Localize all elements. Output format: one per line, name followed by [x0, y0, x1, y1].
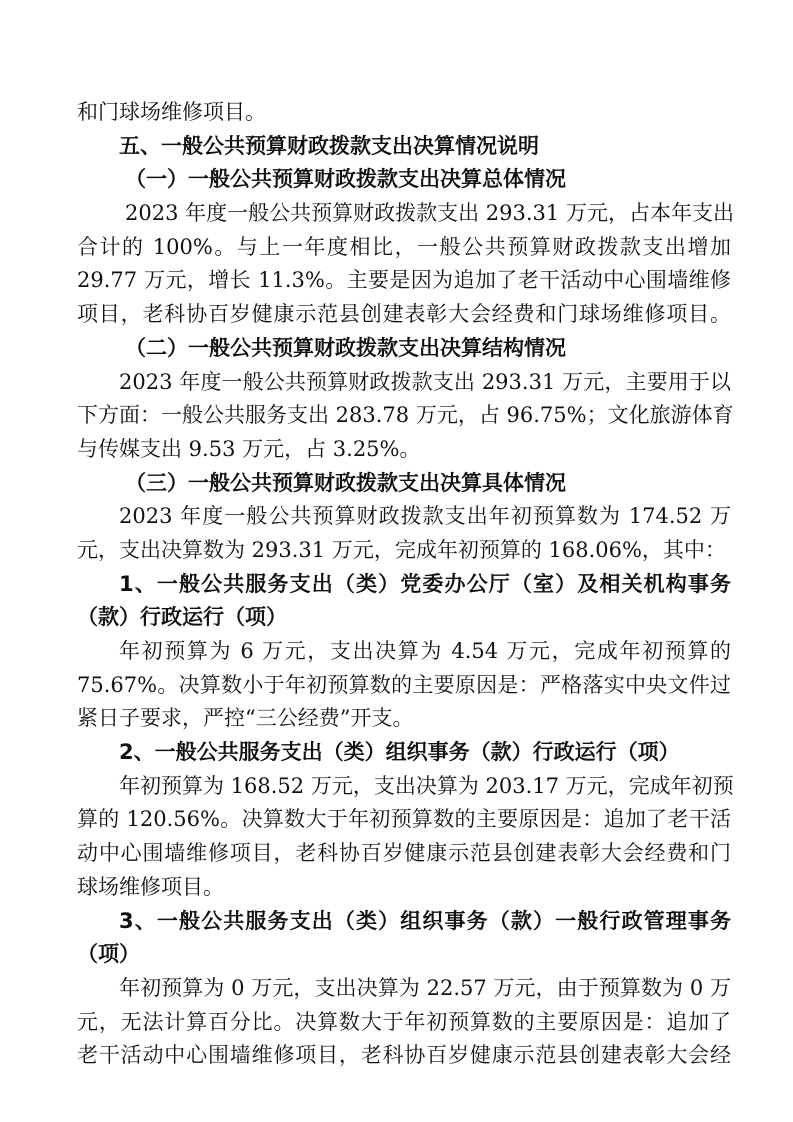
paragraph-line: 下方面：一般公共服务支出 283.78 万元，占 96.75%；文化旅游体育	[77, 403, 734, 428]
section-heading-line: （二）一般公共预算财政拨款支出决算结构情况	[125, 335, 566, 360]
paragraph-line: 29.77 万元，增长 11.3%。主要是因为追加了老干活动中心围墙维修	[77, 268, 731, 293]
section-heading-line: （一）一般公共预算财政拨款支出决算总体情况	[125, 167, 566, 192]
paragraph-line: 与传媒支出 9.53 万元，占 3.25%。	[77, 436, 421, 461]
paragraph-line: 紧日子要求，严控“三公经费”开支。	[77, 706, 414, 731]
paragraph-line: 和门球场维修项目。	[77, 100, 266, 124]
paragraph-line: 合计的 100%。与上一年度相比，一般公共预算财政拨款支出增加	[77, 234, 731, 259]
section-heading-line: （三）一般公共预算财政拨款支出决算具体情况	[125, 470, 566, 495]
paragraph-line: 2023 年度一般公共预算财政拨款支出年初预算数为 174.52 万	[119, 504, 731, 529]
paragraph-line: 动中心围墙维修项目，老科协百岁健康示范县创建表彰大会经费和门	[77, 841, 731, 866]
paragraph-line: 球场维修项目。	[77, 874, 224, 899]
paragraph-line: 年初预算为 6 万元，支出决算为 4.54 万元，完成年初预算的	[119, 639, 731, 663]
paragraph-line: 2023 年度一般公共预算财政拨款支出 293.31 万元，主要用于以	[119, 369, 731, 394]
section-heading-line: 五、一般公共预算财政拨款支出决算情况说明	[119, 133, 539, 158]
section-heading-line: （款）行政运行（项）	[77, 605, 287, 630]
paragraph-line: 项目，老科协百岁健康示范县创建表彰大会经费和门球场维修项目。	[77, 302, 731, 327]
document-page	[77, 96, 734, 1073]
section-heading-line: 3、一般公共服务支出（类）组织事务（款）一般行政管理事务	[119, 908, 731, 933]
paragraph-line: 算的 120.56%。决算数大于年初预算数的主要原因是：追加了老干活	[77, 807, 731, 832]
paragraph-line: 年初预算为 0 万元，支出决算为 22.57 万元，由于预算数为 0 万	[119, 975, 731, 1000]
section-heading-line: 2、一般公共服务支出（类）组织事务（款）行政运行（项）	[119, 740, 680, 765]
paragraph-line: 2023 年度一般公共预算财政拨款支出 293.31 万元，占本年支出	[125, 201, 734, 226]
paragraph-line: 老干活动中心围墙维修项目，老科协百岁健康示范县创建表彰大会经	[77, 1043, 731, 1068]
section-heading-line: （项）	[77, 942, 140, 967]
paragraph-line: 元，支出决算数为 293.31 万元，完成年初预算的 168.06%，其中：	[77, 537, 726, 562]
section-heading-line: 1、一般公共服务支出（类）党委办公厅（室）及相关机构事务	[119, 571, 731, 596]
paragraph-line: 75.67%。决算数小于年初预算数的主要原因是：严格落实中央文件过	[77, 672, 731, 697]
paragraph-line: 元，无法计算百分比。决算数大于年初预算数的主要原因是：追加了	[77, 1009, 731, 1034]
paragraph-line: 年初预算为 168.52 万元，支出决算为 203.17 万元，完成年初预	[119, 773, 734, 798]
